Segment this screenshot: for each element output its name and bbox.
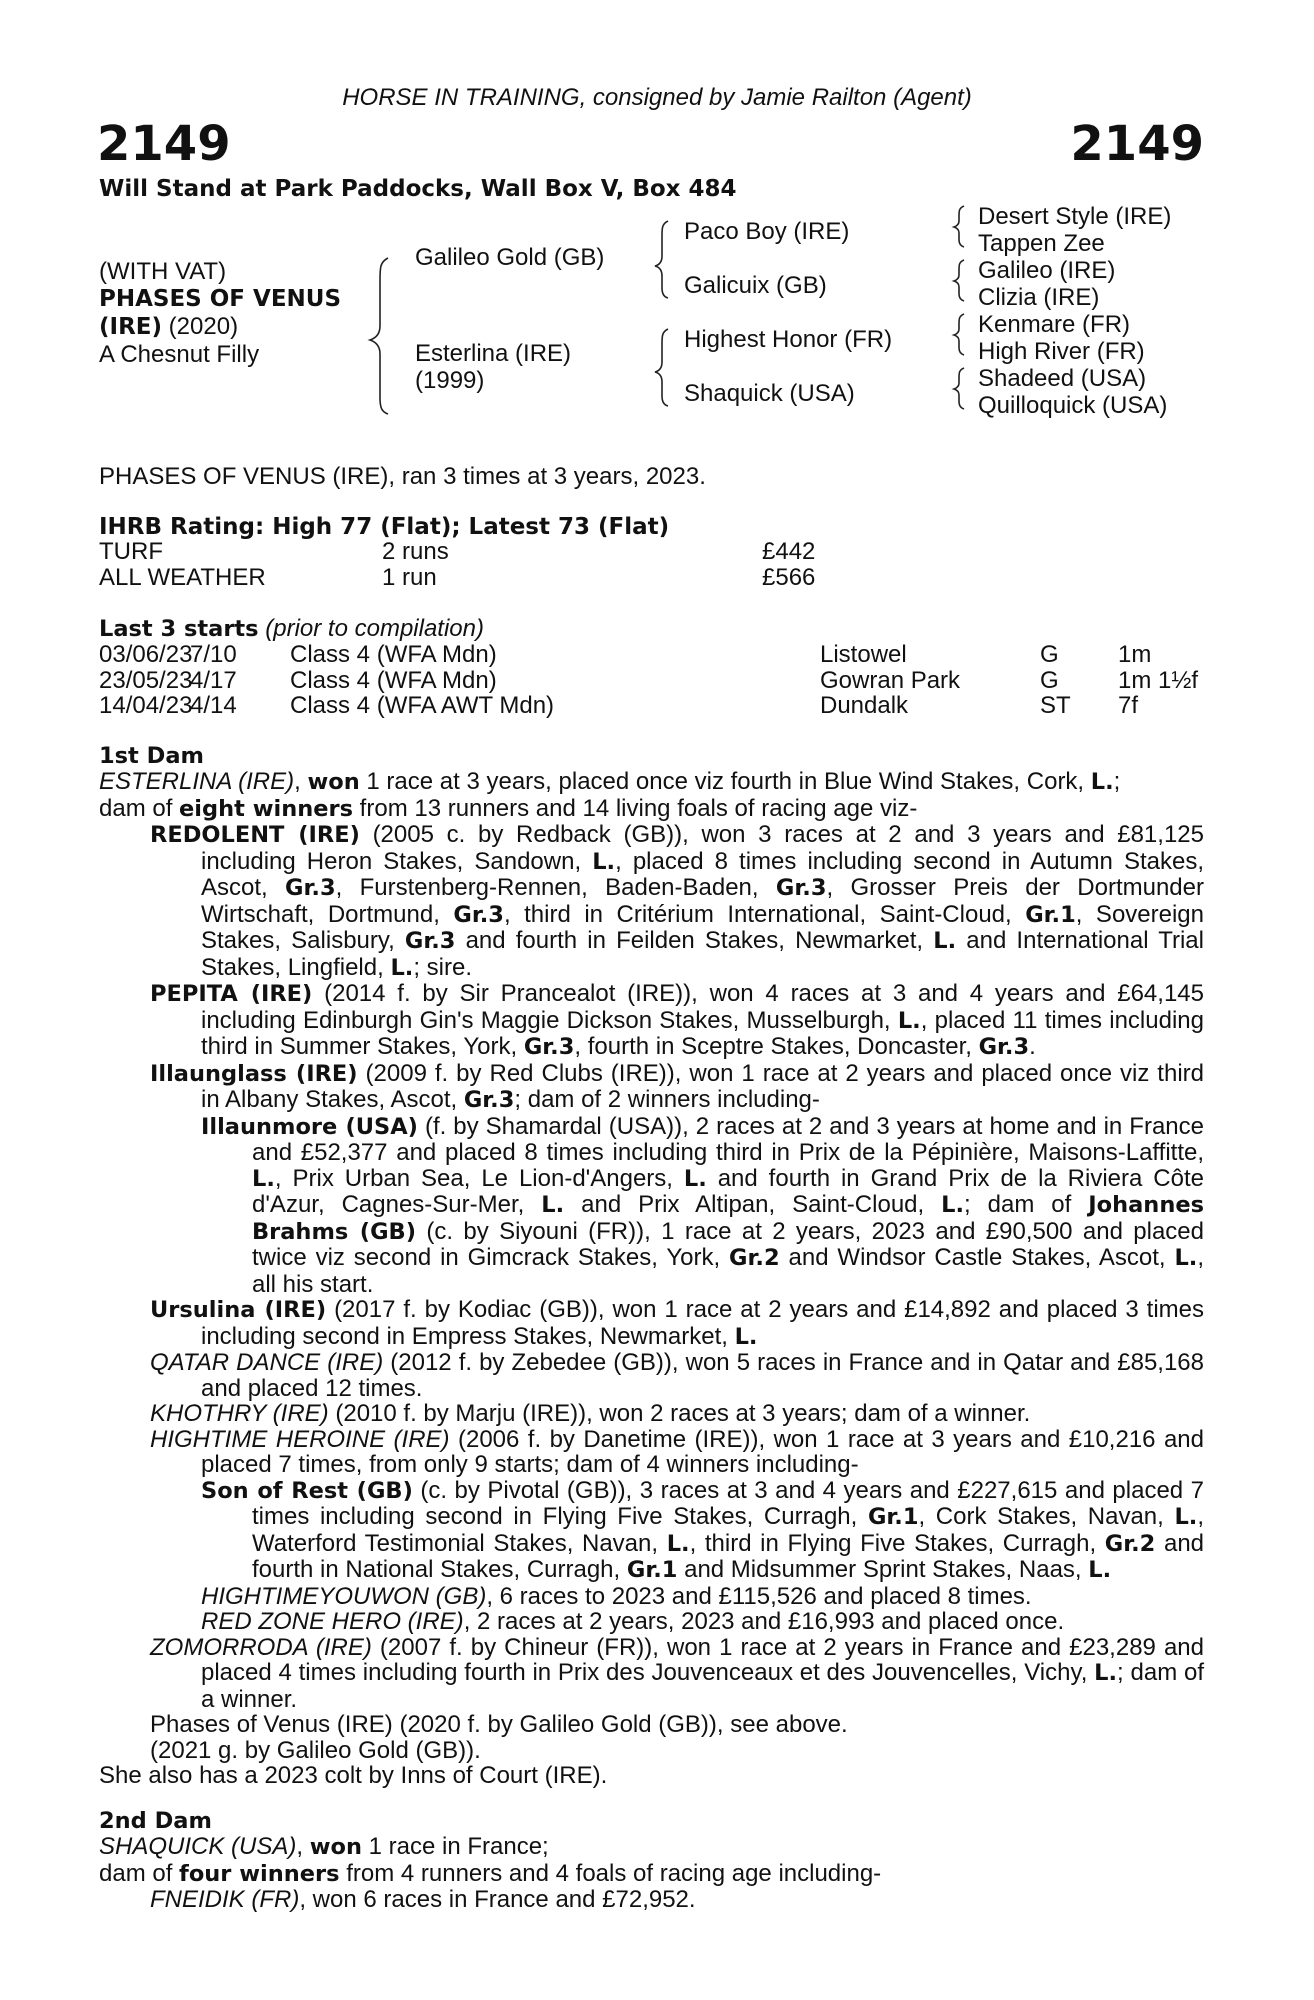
rating-surface-aw: ALL WEATHER	[99, 564, 266, 591]
start-pos: 4/17	[190, 666, 237, 694]
pedigree-entry: (2021 g. by Galileo Gold (GB)).	[150, 1736, 481, 1764]
last-starts-title: Last 3 starts	[99, 616, 259, 642]
last-starts-heading	[99, 616, 484, 643]
pedigree-entry: PEPITA (IRE) (2014 f. by Sir Prancealot (IRE)), won 4 races at 3 and 4 years and £64,145 including Edinburgh Gin's Maggie Dickson Stakes, Musselburgh, L., placed 11 times including third in Summer Stakes, York, Gr.3, fourth in Sceptre Stakes, Doncaster, Gr.3.	[150, 980, 1204, 1060]
sire-dam: Galicuix (GB)	[684, 272, 827, 299]
consignor-line: HORSE IN TRAINING, consigned by Jamie Railton (Agent)	[342, 84, 972, 111]
rating-earnings-aw: £566	[762, 564, 816, 591]
start-dist: 1m 1½f	[1118, 666, 1199, 694]
brace-gen2-top	[655, 221, 668, 298]
lot-number-right: 2149	[1070, 116, 1204, 172]
brace-gen3-4	[954, 368, 964, 409]
pedigree-entry: REDOLENT (IRE) (2005 c. by Redback (GB)), won 3 races at 2 and 3 years and £81,125 including Heron Stakes, Sandown, L., placed 8 times including second in Autumn Stakes, Ascot, Gr.3, Furstenberg-Rennen, Baden-Baden, Gr.3, Grosser Preis der Dortmunder Wirtschaft, Dortmund, Gr.3, third in Critérium International, Saint-Cloud, Gr.1, Sovereign Stakes, Salisbury, Gr.3 and fourth in Feilden Stakes, Newmarket, L. and International Trial Stakes, Lingfield, L.; sire.	[150, 821, 1205, 981]
dam2-heading: 2nd Dam	[99, 1808, 212, 1834]
horse-country: (IRE)	[99, 314, 163, 340]
rating-earnings-turf: £442	[762, 538, 816, 565]
brace-gen2-bottom	[655, 329, 668, 406]
start-course: Listowel	[820, 641, 907, 668]
start-dist: 1m	[1118, 641, 1152, 668]
start-race: Class 4 (WFA Mdn)	[290, 641, 497, 668]
brace-gen3-3	[954, 314, 964, 355]
pedigree-entry: dam of four winners from 4 runners and 4 foals of racing age including-	[99, 1859, 882, 1887]
vat-label: (WITH VAT)	[99, 258, 227, 285]
horse-name: PHASES OF VENUS	[99, 286, 342, 312]
dam-dam: Shaquick (USA)	[684, 380, 855, 407]
rating-runs-turf: 2 runs	[382, 538, 449, 565]
start-going: G	[1040, 641, 1059, 668]
pedigree-entry: RED ZONE HERO (IRE), 2 races at 2 years, 2023 and £16,993 and placed once.	[201, 1608, 1065, 1635]
pedigree-entry: Ursulina (IRE) (2017 f. by Kodiac (GB)), won 1 race at 2 years and £14,892 and placed 3 times including second in Empress Stakes, Newmarket, L.	[150, 1296, 1204, 1350]
start-course: Gowran Park	[820, 666, 961, 694]
start-pos: 7/10	[190, 641, 237, 668]
start-date: 23/05/23	[99, 666, 193, 694]
dam1-heading: 1st Dam	[99, 743, 204, 769]
start-date: 14/04/23	[99, 692, 193, 719]
rating-surface-turf: TURF	[99, 538, 163, 565]
start-race: Class 4 (WFA AWT Mdn)	[290, 692, 555, 719]
last-starts-note: (prior to compilation)	[265, 615, 484, 642]
start-dist: 7f	[1118, 692, 1139, 719]
pedigree-entry: Phases of Venus (IRE) (2020 f. by Galileo Gold (GB)), see above.	[150, 1711, 848, 1738]
pedigree-entry: ESTERLINA (IRE), won 1 race at 3 years, placed once viz fourth in Blue Wind Stakes, Cork, L.;	[99, 768, 1121, 795]
dam-year: (1999)	[415, 367, 485, 394]
sire-sire: Paco Boy (IRE)	[684, 218, 850, 245]
start-going: G	[1040, 666, 1059, 694]
dam1-body	[99, 769, 1204, 1789]
race-summary: PHASES OF VENUS (IRE), ran 3 times at 3 years, 2023.	[99, 463, 706, 490]
dam2-body	[99, 1834, 1204, 1913]
pedigree-entry: Illaunmore (USA) (f. by Shamardal (USA)), 2 races at 2 and 3 years at home and in France and £52,377 and placed 8 times including third in Prix de la Pépinière, Maisons-Laffitte, L., Prix Urban Sea, Le Lion-d'Angers, L. and fourth in Grand Prix de la Riviera Côte d'Azur, Cagnes-Sur-Mer, L. and Prix Altipan, Saint-Cloud, L.; dam of Johannes Brahms (GB) (c. by Siyouni (FR)), 1 race at 2 years, 2023 and £90,500 and placed twice viz second in Gimcrack Stakes, York, Gr.2 and Windsor Castle Stakes, Ascot, L., all his start.	[201, 1112, 1205, 1298]
start-going: ST	[1040, 692, 1071, 719]
sire-name: Galileo Gold (GB)	[415, 244, 605, 271]
gen3-4: Clizia (IRE)	[978, 284, 1100, 311]
pedigree-entry: FNEIDIK (FR), won 6 races in France and £72,952.	[150, 1886, 696, 1913]
start-date: 03/06/23	[99, 641, 193, 668]
brace-gen3-1	[954, 206, 964, 247]
pedigree-entry: QATAR DANCE (IRE) (2012 f. by Zebedee (GB)), won 5 races in France and in Qatar and £85,168 and placed 12 times.	[150, 1349, 1205, 1402]
pedigree-entry: dam of eight winners from 13 runners and 14 living foals of racing age viz-	[99, 794, 918, 822]
pedigree-entry: HIGHTIMEYOUWON (GB), 6 races to 2023 and £115,526 and placed 8 times.	[201, 1582, 1032, 1610]
gen3-5: Kenmare (FR)	[978, 311, 1131, 338]
stand-location: Will Stand at Park Paddocks, Wall Box V, Box 484	[99, 176, 737, 202]
gen3-2: Tappen Zee	[978, 230, 1105, 257]
pedigree-entry: ZOMORRODA (IRE) (2007 f. by Chineur (FR)), won 1 race at 2 years in France and £23,289 and placed 4 times including fourth in Prix des Jouvenceaux et des Jouvencelles, Vichy, L.; dam of a winner.	[150, 1633, 1205, 1713]
gen3-3: Galileo (IRE)	[978, 257, 1116, 284]
gen3-7: Shadeed (USA)	[978, 365, 1147, 392]
pedigree-entry: SHAQUICK (USA), won 1 race in France;	[99, 1833, 549, 1860]
pedigree-entry: She also has a 2023 colt by Inns of Court (IRE).	[99, 1762, 608, 1789]
pedigree-entry: Illaunglass (IRE) (2009 f. by Red Clubs (IRE)), won 1 race at 2 years and placed once viz third in Albany Stakes, Ascot, Gr.3; dam of 2 winners including-	[150, 1059, 1204, 1113]
dam-name: Esterlina (IRE)	[415, 340, 572, 367]
brace-gen1	[370, 258, 388, 414]
rating-runs-aw: 1 run	[382, 564, 437, 591]
dam-sire: Highest Honor (FR)	[684, 326, 893, 353]
horse-description: A Chesnut Filly	[99, 341, 260, 368]
brace-gen3-2	[954, 260, 964, 301]
gen3-8: Quilloquick (USA)	[978, 392, 1168, 419]
lot-number-left: 2149	[97, 116, 231, 172]
pedigree-entry: Son of Rest (GB) (c. by Pivotal (GB)), 3 races at 3 and 4 years and £227,615 and placed 7 times including second in Flying Five Stakes, Curragh, Gr.1, Cork Stakes, Navan, L., Waterford Testimonial Stakes, Navan, L., third in Flying Five Stakes, Curragh, Gr.2 and fourth in National Stakes, Curragh, Gr.1 and Midsummer Sprint Stakes, Naas, L.	[201, 1476, 1205, 1583]
pedigree-entry: HIGHTIME HEROINE (IRE) (2006 f. by Danetime (IRE)), won 1 race at 3 years and £10,216 and placed 7 times, from only 9 starts; dam of 4 winners including-	[150, 1425, 1204, 1478]
start-course: Dundalk	[820, 692, 909, 719]
pedigree-entry: KHOTHRY (IRE) (2010 f. by Marju (IRE)), won 2 races at 3 years; dam of a winner.	[150, 1400, 1031, 1427]
horse-year: (2020)	[162, 313, 239, 340]
start-race: Class 4 (WFA Mdn)	[290, 666, 497, 694]
gen3-1: Desert Style (IRE)	[978, 203, 1172, 230]
gen3-6: High River (FR)	[978, 338, 1145, 365]
rating-title: IHRB Rating: High 77 (Flat); Latest 73 (Flat)	[99, 514, 670, 540]
start-pos: 4/14	[190, 692, 237, 719]
